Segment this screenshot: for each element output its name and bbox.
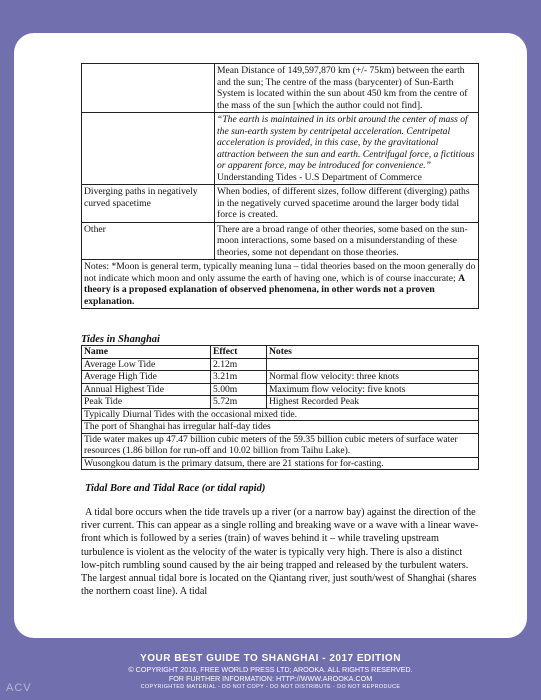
quote-text: “The earth is maintained in its orbit around the center of mass of the sun-earth system by centripetal acceleration. Centripetal acceleration is provided, in this case, by the gravitational attraction between the sun and earth. Centrifugal force, a fictitious or apparent force, may be introduced for convenience.” bbox=[217, 114, 475, 171]
table-cell: 5.00m bbox=[211, 383, 267, 396]
watermark-text: ACV bbox=[6, 682, 32, 694]
table-cell: Peak Tide bbox=[82, 396, 211, 409]
footer-notice: COPYRIGHTED MATERIAL - DO NOT COPY - DO NOT DISTRIBUTE - DO NOT REPRODUCE bbox=[140, 684, 401, 690]
table-cell: Normal flow velocity: three knots bbox=[267, 371, 479, 384]
column-header: Effect bbox=[211, 346, 267, 359]
table-row bbox=[82, 260, 479, 309]
table-row bbox=[82, 113, 479, 185]
table-cell: Diverging paths in negatively curved spacetime bbox=[82, 185, 215, 223]
table-row bbox=[82, 371, 479, 384]
table-cell bbox=[82, 64, 215, 113]
table-cell bbox=[82, 113, 215, 185]
footer-copyright: © COPYRIGHT 2016, FREE WORLD PRESS LTD; AROOKA. ALL RIGHTS RESERVED. bbox=[128, 665, 413, 674]
footer bbox=[0, 652, 541, 691]
tides-table bbox=[81, 345, 479, 470]
table-row bbox=[82, 396, 479, 409]
table-row bbox=[82, 457, 479, 470]
notes-bold-text: A theory is a proposed explanation of observed phenomena, in other words not a proven explanation. bbox=[84, 272, 465, 307]
table-header-row bbox=[82, 346, 479, 359]
bore-paragraph: A tidal bore occurs when the tide travels up a river (or a narrow bay) against the direction of the river current. This can appear as a single rolling and breaking wave or a wave with a linear wave-front which is followed by a series (train) of waves behind it – while traveling upstream turbulence is violent as the velocity of the water is typically very high. There is also a distinct low-pitch rumbling sound caused by the air being trapped and released by the turbulent waters. The largest annual tidal bore is located on the Qiantang river, just south/west of Shanghai (shares the northern coast line). A tidal bbox=[81, 507, 479, 598]
table-cell: Average Low Tide bbox=[82, 358, 211, 371]
table-cell: Average High Tide bbox=[82, 371, 211, 384]
table-row bbox=[82, 222, 479, 260]
table-cell: There are a broad range of other theories, some based on the sun-moon interactions, some based on a misunderstanding of these theories, some not dependant on those theories. bbox=[215, 222, 479, 260]
table-note: Wusongkou datum is the primary datsum, there are 21 stations for for-casting. bbox=[82, 457, 479, 470]
page-sheet bbox=[14, 33, 527, 638]
table-row bbox=[82, 358, 479, 371]
table-row bbox=[82, 408, 479, 421]
notes-cell bbox=[82, 260, 479, 309]
table-note: Tide water makes up 47.47 billion cubic meters of the 59.35 billion cubic meters of surface water resources (1.86 billon for run-off and 10.02 billion from Taihu Lake). bbox=[82, 433, 479, 457]
table-cell: Mean Distance of 149,597,870 km (+/- 75km) between the earth and the sun; The centre of the mass (barycenter) of Sun-Earth System is located within the sun about 450 km from the centre of the mass of the sun [which the author could not find]. bbox=[215, 64, 479, 113]
table-cell: Other bbox=[82, 222, 215, 260]
footer-link[interactable]: FOR FURTHER INFORMATION: HTTP://WWW.AROOKA.COM bbox=[168, 674, 373, 683]
table-row bbox=[82, 383, 479, 396]
table-cell: When bodies, of different sizes, follow different (diverging) paths in the negatively curved spacetime around the larger body tidal force is created. bbox=[215, 185, 479, 223]
table-cell: Maximum flow velocity: five knots bbox=[267, 383, 479, 396]
table-row bbox=[82, 433, 479, 457]
table-row bbox=[82, 421, 479, 434]
footer-title: YOUR BEST GUIDE TO SHANGHAI - 2017 EDITION bbox=[140, 653, 401, 664]
column-header: Notes bbox=[267, 346, 479, 359]
column-header: Name bbox=[82, 346, 211, 359]
table-cell bbox=[267, 358, 479, 371]
table-note: Typically Diurnal Tides with the occasional mixed tide. bbox=[82, 408, 479, 421]
theories-table bbox=[81, 63, 479, 309]
tides-title: Tides in Shanghai bbox=[81, 334, 160, 345]
table-cell: 2.12m bbox=[211, 358, 267, 371]
quote-source: Understanding Tides - U.S Department of Commerce bbox=[217, 171, 422, 183]
table-cell: 3.21m bbox=[211, 371, 267, 384]
table-cell: Annual Highest Tide bbox=[82, 383, 211, 396]
notes-text: Notes: *Moon is general term, typically meaning luna – tidal theories based on the moon generally do not indicate which moon and only assume the earth of having one, which is of course inaccurate; bbox=[84, 261, 476, 284]
table-cell bbox=[215, 113, 479, 185]
bore-title: Tidal Bore and Tidal Race (or tidal rapid) bbox=[85, 483, 266, 494]
table-row bbox=[82, 64, 479, 113]
table-cell: Highest Recorded Peak bbox=[267, 396, 479, 409]
table-note: The port of Shanghai has irregular half-day tides bbox=[82, 421, 479, 434]
table-row bbox=[82, 185, 479, 223]
table-cell: 5.72m bbox=[211, 396, 267, 409]
page-content bbox=[81, 63, 479, 598]
